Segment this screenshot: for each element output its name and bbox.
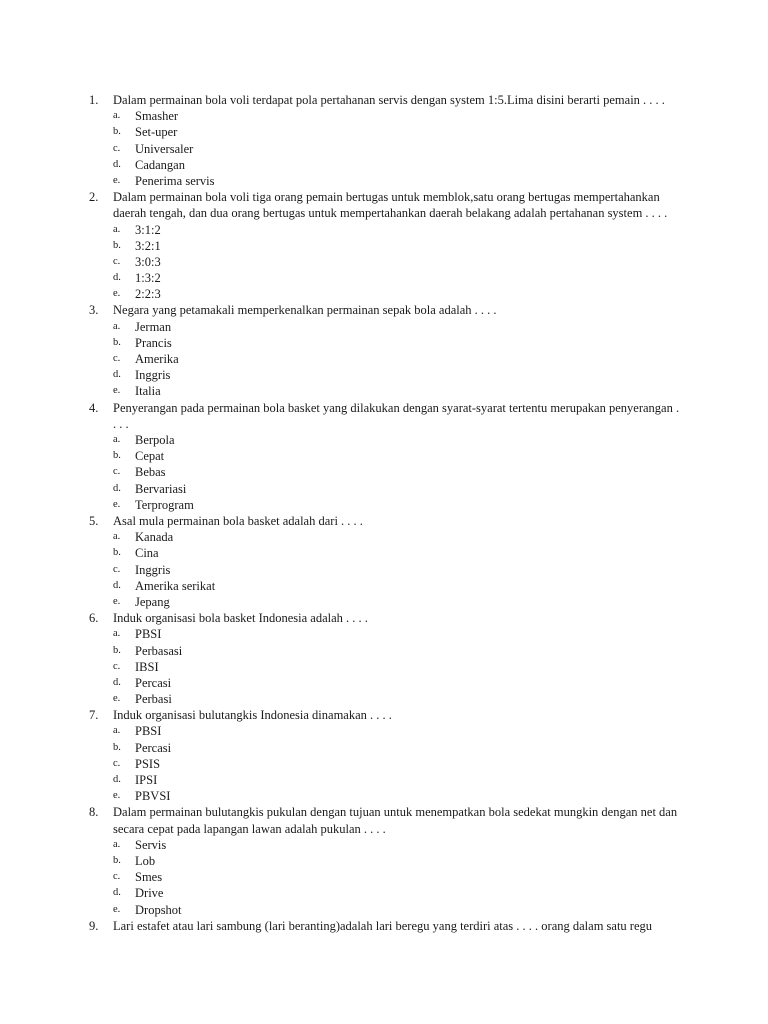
answer-options [0, 432, 768, 513]
option-letter: d. [113, 774, 121, 786]
option-letter: e. [113, 498, 121, 510]
question-item [0, 707, 768, 804]
answer-option [0, 643, 768, 659]
option-text: Lob [135, 853, 156, 868]
answer-options [0, 837, 768, 918]
question-text: Asal mula permainan bola basket adalah dari . . . . [113, 513, 363, 528]
question-text: Dalam permainan bola voli terdapat pola pertahanan servis dengan system 1:5.Lima disini berarti pemain . . . . [113, 93, 665, 107]
answer-option [0, 740, 768, 756]
option-text: Set-uper [135, 125, 178, 140]
answer-option [0, 141, 768, 157]
answer-option [0, 529, 768, 545]
option-text: Amerika [135, 352, 179, 367]
option-letter: d. [113, 482, 121, 494]
option-letter: e. [113, 790, 121, 802]
option-text: Smasher [135, 109, 179, 124]
option-letter: c. [113, 353, 121, 365]
option-text: Prancis [135, 335, 172, 350]
option-letter: b. [113, 126, 121, 138]
answer-option [0, 254, 768, 270]
answer-option [0, 756, 768, 772]
option-letter: c. [113, 255, 121, 267]
option-letter: d. [113, 676, 121, 688]
option-text: Servis [135, 837, 167, 852]
option-text: Drive [135, 886, 164, 901]
answer-option [0, 772, 768, 788]
answer-option [0, 383, 768, 399]
question-text: Dalam permainan bola voli tiga orang pemain bertugas untuk memblok,satu orang bertugas mempertahankan daerah tengah, dan dua orang bertugas untuk mempertahankan daerah belakang adalah pertahanan system . . . . [113, 190, 668, 221]
question-number: 8. [89, 805, 99, 820]
answer-option [0, 675, 768, 691]
option-text: Perbasasi [135, 643, 183, 658]
option-text: Penerima servis [135, 173, 215, 188]
question-item [0, 804, 768, 917]
question-number: 9. [89, 918, 99, 933]
option-text: Terprogram [135, 497, 194, 512]
option-letter: b. [113, 741, 121, 753]
question-text: Dalam permainan bulutangkis pukulan dengan tujuan untuk menempatkan bola sedekat mungkin dengan net dan secara cepat pada lapangan lawan adalah pukulan . . . . [113, 805, 678, 836]
answer-options [0, 222, 768, 303]
question-number: 4. [89, 400, 99, 415]
option-letter: c. [113, 871, 121, 883]
answer-option [0, 659, 768, 675]
option-text: Perbasi [135, 692, 172, 707]
question-item [0, 400, 768, 513]
option-letter: a. [113, 110, 121, 122]
option-text: Kanada [135, 530, 174, 545]
option-letter: a. [113, 725, 121, 737]
option-letter: d. [113, 272, 121, 284]
question-list [0, 92, 768, 934]
answer-option [0, 367, 768, 383]
option-text: Smes [135, 870, 163, 885]
option-text: Universaler [135, 141, 194, 156]
question-text: Lari estafet atau lari sambung (lari beranting)adalah lari beregu yang terdiri atas . . . . orang dalam satu regu [113, 918, 653, 933]
option-text: Cadangan [135, 157, 185, 172]
option-text: 3:2:1 [135, 238, 161, 253]
option-letter: c. [113, 563, 121, 575]
question-item [0, 918, 768, 934]
question-item [0, 513, 768, 610]
question-text: Induk organisasi bulutangkis Indonesia dinamakan . . . . [113, 708, 392, 723]
answer-options [0, 319, 768, 400]
answer-option [0, 270, 768, 286]
answer-option [0, 578, 768, 594]
answer-option [0, 157, 768, 173]
answer-option [0, 432, 768, 448]
option-letter: c. [113, 757, 121, 769]
answer-option [0, 222, 768, 238]
option-letter: e. [113, 903, 121, 915]
option-text: PSIS [135, 756, 161, 771]
option-text: 2:2:3 [135, 287, 161, 302]
option-letter: d. [113, 579, 121, 591]
answer-option [0, 319, 768, 335]
option-letter: e. [113, 693, 121, 705]
question-number: 2. [89, 190, 99, 205]
answer-option [0, 885, 768, 901]
question-number: 3. [89, 303, 99, 318]
option-text: Jerman [135, 319, 172, 334]
answer-options [0, 626, 768, 707]
answer-option [0, 788, 768, 804]
answer-option [0, 124, 768, 140]
answer-option [0, 691, 768, 707]
question-text: Penyerangan pada permainan bola basket yang dilakukan dengan syarat-syarat tertentu merupakan penyerangan . . . . [113, 400, 680, 431]
answer-option [0, 335, 768, 351]
question-number: 6. [89, 611, 99, 626]
answer-option [0, 108, 768, 124]
option-text: Inggris [135, 368, 171, 383]
option-text: IPSI [135, 773, 158, 788]
option-letter: d. [113, 369, 121, 381]
option-text: Dropshot [135, 902, 182, 917]
option-letter: d. [113, 887, 121, 899]
option-letter: a. [113, 434, 121, 446]
option-letter: b. [113, 450, 121, 462]
option-text: Cina [135, 546, 159, 561]
option-letter: c. [113, 142, 121, 154]
answer-options [0, 723, 768, 804]
answer-options [0, 529, 768, 610]
question-item [0, 610, 768, 707]
option-text: 1:3:2 [135, 271, 161, 286]
answer-option [0, 481, 768, 497]
answer-option [0, 594, 768, 610]
answer-option [0, 351, 768, 367]
answer-option [0, 448, 768, 464]
option-text: 3:1:2 [135, 222, 161, 237]
answer-option [0, 902, 768, 918]
question-text: Negara yang petamakali memperkenalkan permainan sepak bola adalah . . . . [113, 303, 497, 318]
option-letter: e. [113, 288, 121, 300]
option-text: Percasi [135, 675, 172, 690]
option-text: Bebas [135, 465, 166, 480]
question-number: 5. [89, 513, 99, 528]
option-text: Bervariasi [135, 481, 187, 496]
answer-option [0, 723, 768, 739]
option-text: 3:0:3 [135, 254, 161, 269]
option-text: IBSI [135, 659, 159, 674]
option-text: Italia [135, 384, 161, 399]
option-text: Berpola [135, 433, 175, 448]
option-letter: a. [113, 320, 121, 332]
answer-option [0, 286, 768, 302]
question-item [0, 189, 768, 302]
question-item [0, 302, 768, 399]
option-text: PBSI [135, 724, 162, 739]
option-letter: b. [113, 644, 121, 656]
answer-option [0, 853, 768, 869]
option-letter: a. [113, 628, 121, 640]
option-text: Inggris [135, 562, 171, 577]
option-text: PBVSI [135, 789, 171, 804]
answer-option [0, 837, 768, 853]
option-letter: e. [113, 174, 121, 186]
option-letter: b. [113, 336, 121, 348]
answer-option [0, 869, 768, 885]
answer-option [0, 238, 768, 254]
option-text: Jepang [135, 594, 170, 609]
answer-options [0, 108, 768, 189]
option-letter: e. [113, 385, 121, 397]
answer-option [0, 497, 768, 513]
option-letter: b. [113, 547, 121, 559]
question-number: 7. [89, 708, 99, 723]
option-text: Percasi [135, 740, 172, 755]
answer-option [0, 562, 768, 578]
answer-option [0, 464, 768, 480]
option-letter: e. [113, 595, 121, 607]
option-letter: b. [113, 239, 121, 251]
option-letter: c. [113, 660, 121, 672]
option-letter: c. [113, 466, 121, 478]
option-letter: a. [113, 223, 121, 235]
answer-option [0, 626, 768, 642]
option-letter: b. [113, 854, 121, 866]
option-letter: a. [113, 838, 121, 850]
option-text: Cepat [135, 449, 165, 464]
question-text: Induk organisasi bola basket Indonesia adalah . . . . [113, 611, 368, 626]
option-letter: a. [113, 531, 121, 543]
option-text: PBSI [135, 627, 162, 642]
question-number: 1. [89, 93, 99, 107]
answer-option [0, 173, 768, 189]
question-item [0, 92, 768, 189]
option-text: Amerika serikat [135, 578, 216, 593]
answer-option [0, 545, 768, 561]
option-letter: d. [113, 158, 121, 170]
